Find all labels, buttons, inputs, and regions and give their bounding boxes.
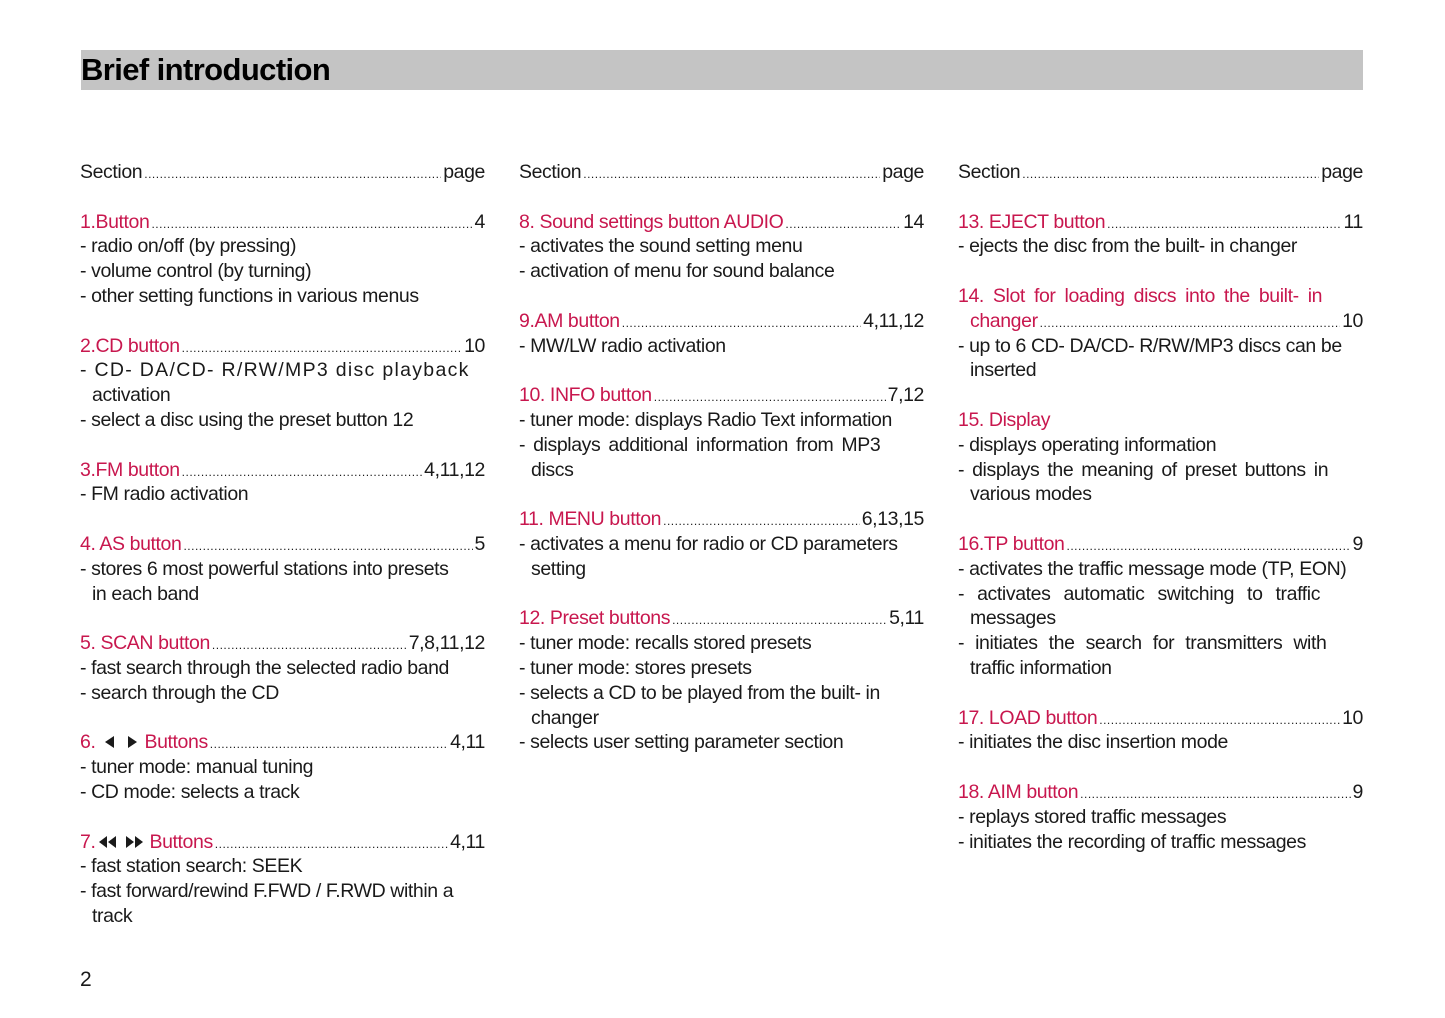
toc-entry-page: 4,11,12 xyxy=(863,309,924,332)
section-header-label: Section xyxy=(958,161,1021,183)
toc-entry-9[interactable] xyxy=(519,309,924,334)
leader-dots xyxy=(1022,162,1319,187)
toc-entry-page: 4 xyxy=(474,210,485,233)
toc-entry-15[interactable] xyxy=(958,408,1363,433)
toc-entry-number: 6. xyxy=(80,731,96,754)
leader-dots xyxy=(1099,708,1340,733)
description-line: - initiates the recording of traffic messages xyxy=(958,830,1306,853)
toc-entry-10[interactable] xyxy=(519,383,924,408)
toc-entry-title: 2.CD button xyxy=(80,334,180,357)
description-line: - select a disc using the preset button 12 xyxy=(80,408,414,431)
toc-entry-page: 9 xyxy=(1352,780,1363,803)
page-title: Brief introduction xyxy=(81,52,331,87)
toc-entry-title: 13. EJECT button xyxy=(958,210,1106,233)
leader-dots xyxy=(215,832,448,857)
toc-entry-title: 15. Display xyxy=(958,408,1051,431)
toc-entry-11[interactable] xyxy=(519,507,924,532)
section-header-label: Section xyxy=(80,161,143,183)
toc-entry-page: 4,11 xyxy=(450,731,485,754)
description-line: - displays operating information xyxy=(958,433,1217,456)
leader-dots xyxy=(182,336,462,361)
leader-dots xyxy=(622,311,861,336)
description-line: - up to 6 CD- DA/CD- R/RW/MP3 discs can be xyxy=(958,334,1342,357)
description-line: in each band xyxy=(92,582,199,605)
description-line: - stores 6 most powerful stations into presets xyxy=(80,557,449,580)
description-line: - MW/LW radio activation xyxy=(519,334,726,357)
description-line: - fast station search: SEEK xyxy=(80,855,303,878)
page-header-label: page xyxy=(882,161,924,183)
description-line: - selects a CD to be played from the built- in xyxy=(519,681,880,704)
description-line: messages xyxy=(970,607,1056,630)
toc-entry-17[interactable] xyxy=(958,706,1363,731)
description-line: - initiates the search for transmitters with xyxy=(958,632,1327,655)
toc-entry-18[interactable] xyxy=(958,780,1363,805)
toc-entry-title: 16.TP button xyxy=(958,532,1065,555)
toc-entry-page: 5 xyxy=(474,532,485,555)
toc-entry-8[interactable] xyxy=(519,210,924,235)
description-line: - tuner mode: stores presets xyxy=(519,656,752,679)
description-line: - tuner mode: manual tuning xyxy=(80,756,314,779)
toc-entry-2[interactable] xyxy=(80,334,485,359)
rewind-icon xyxy=(99,830,116,855)
leader-dots xyxy=(663,509,860,534)
toc-entry-4[interactable] xyxy=(80,532,485,557)
toc-column-1 xyxy=(80,160,485,929)
toc-entry-6[interactable] xyxy=(80,730,485,755)
toc-entry-title: Buttons xyxy=(149,830,213,853)
leader-dots xyxy=(654,385,886,410)
toc-entry-number: 7. xyxy=(80,830,96,853)
description-line: changer xyxy=(531,706,599,729)
toc-column-2 xyxy=(519,160,924,755)
column-header xyxy=(519,160,924,185)
description-line: - activation of menu for sound balance xyxy=(519,260,835,283)
toc-entry-14[interactable] xyxy=(958,284,1363,309)
toc-entry-page: 5,11 xyxy=(889,607,924,630)
toc-entry-page: 6,13,15 xyxy=(861,508,924,531)
toc-entry-3[interactable] xyxy=(80,458,485,483)
toc-entry-1[interactable] xyxy=(80,210,485,235)
description-line: - displays the meaning of preset buttons in xyxy=(958,458,1329,481)
description-line xyxy=(80,358,485,383)
page-header-label: page xyxy=(1321,161,1363,183)
toc-entry-page: 10 xyxy=(1342,309,1363,332)
description-line: - fast forward/rewind F.FWD / F.RWD within a xyxy=(80,880,454,903)
leader-dots xyxy=(785,212,901,237)
toc-entry-title: 1.Button xyxy=(80,210,150,233)
leader-dots xyxy=(1067,534,1351,559)
toc-entry-title: 17. LOAD button xyxy=(958,706,1098,729)
toc-entry-title: 14. Slot for loading discs into the built- in xyxy=(958,284,1323,307)
toc-entry-13[interactable] xyxy=(958,210,1363,235)
description-text: - CD- DA/CD- R/RW/MP3 disc playback xyxy=(80,359,470,382)
toc-entry-page: 9 xyxy=(1352,532,1363,555)
toc-entry-page: 4,11,12 xyxy=(424,458,485,481)
description-line: - tuner mode: recalls stored presets xyxy=(519,632,812,655)
toc-entry-7[interactable] xyxy=(80,830,485,855)
leader-dots xyxy=(1080,782,1350,807)
description-line: track xyxy=(92,904,133,927)
leader-dots xyxy=(182,460,423,485)
toc-entry-title: 8. Sound settings button AUDIO xyxy=(519,210,784,233)
toc-entry-title: 9.AM button xyxy=(519,309,620,332)
toc-entry-title: 12. Preset buttons xyxy=(519,607,671,630)
toc-entry-title: 18. AIM button xyxy=(958,780,1079,803)
leader-dots xyxy=(1107,212,1341,237)
description-line: inserted xyxy=(970,359,1037,382)
toc-entry-page: 10 xyxy=(1342,706,1363,729)
description-line: - activates automatic switching to traffic xyxy=(958,582,1321,605)
toc-entry-title: 4. AS button xyxy=(80,532,182,555)
description-line: - radio on/off (by pressing) xyxy=(80,235,297,258)
toc-entry-page: 14 xyxy=(903,210,924,233)
fast-forward-icon xyxy=(126,830,143,855)
toc-entry-title: 10. INFO button xyxy=(519,384,652,407)
description-line: discs xyxy=(531,458,574,481)
page-number: 2 xyxy=(80,968,92,991)
description-line: - fast search through the selected radio band xyxy=(80,656,449,679)
description-line: - displays additional information from MP3 xyxy=(519,433,881,456)
description-line: - CD mode: selects a track xyxy=(80,780,300,803)
description-line: - selects user setting parameter section xyxy=(519,731,844,754)
toc-column-3 xyxy=(958,160,1363,854)
toc-entry-12[interactable] xyxy=(519,606,924,631)
toc-entry-page: 7,12 xyxy=(887,384,924,407)
description-line: activation xyxy=(92,384,171,407)
column-header xyxy=(958,160,1363,185)
toc-entry-title: 5. SCAN button xyxy=(80,632,210,655)
description-line: traffic information xyxy=(970,656,1112,679)
toc-entry-title: 11. MENU button xyxy=(519,508,662,531)
description-line: - activates a menu for radio or CD parameters xyxy=(519,532,898,555)
description-line: various modes xyxy=(970,483,1092,506)
toc-entry-page: 11 xyxy=(1343,210,1363,233)
description-line: - initiates the disc insertion mode xyxy=(958,731,1228,754)
toc-entry-14-continued[interactable] xyxy=(958,309,1363,334)
toc-entry-page: 7,8,11,12 xyxy=(408,632,485,655)
section-header-label: Section xyxy=(519,161,582,183)
toc-entry-title: 3.FM button xyxy=(80,458,180,481)
description-line: - volume control (by turning) xyxy=(80,260,312,283)
leader-dots xyxy=(1040,311,1340,336)
leader-dots xyxy=(583,162,880,187)
description-line: - replays stored traffic messages xyxy=(958,805,1227,828)
arrow-left-icon xyxy=(105,730,114,755)
leader-dots xyxy=(212,633,407,658)
description-line: - other setting functions in various menus xyxy=(80,284,419,307)
description-line: setting xyxy=(531,557,586,580)
toc-entry-16[interactable] xyxy=(958,532,1363,557)
leader-dots xyxy=(210,732,448,757)
description-line: - ejects the disc from the built- in changer xyxy=(958,235,1297,258)
toc-entry-5[interactable] xyxy=(80,631,485,656)
toc-entry-title: Buttons xyxy=(144,731,208,754)
leader-dots xyxy=(672,608,887,633)
toc-entry-page: 10 xyxy=(464,334,485,357)
description-line: - search through the CD xyxy=(80,681,279,704)
description-line: - tuner mode: displays Radio Text information xyxy=(519,408,892,431)
page-header-label: page xyxy=(443,161,485,183)
leader-dots xyxy=(144,162,441,187)
column-header xyxy=(80,160,485,185)
leader-dots xyxy=(151,212,472,237)
arrow-right-icon xyxy=(128,730,137,755)
description-line: - activates the traffic message mode (TP, EON) xyxy=(958,557,1347,580)
leader-dots xyxy=(183,534,472,559)
toc-entry-title: changer xyxy=(970,309,1038,332)
description-line: - FM radio activation xyxy=(80,483,249,506)
title-bar xyxy=(81,50,1363,90)
toc-entry-page: 4,11 xyxy=(450,830,485,853)
description-line: - activates the sound setting menu xyxy=(519,235,803,258)
